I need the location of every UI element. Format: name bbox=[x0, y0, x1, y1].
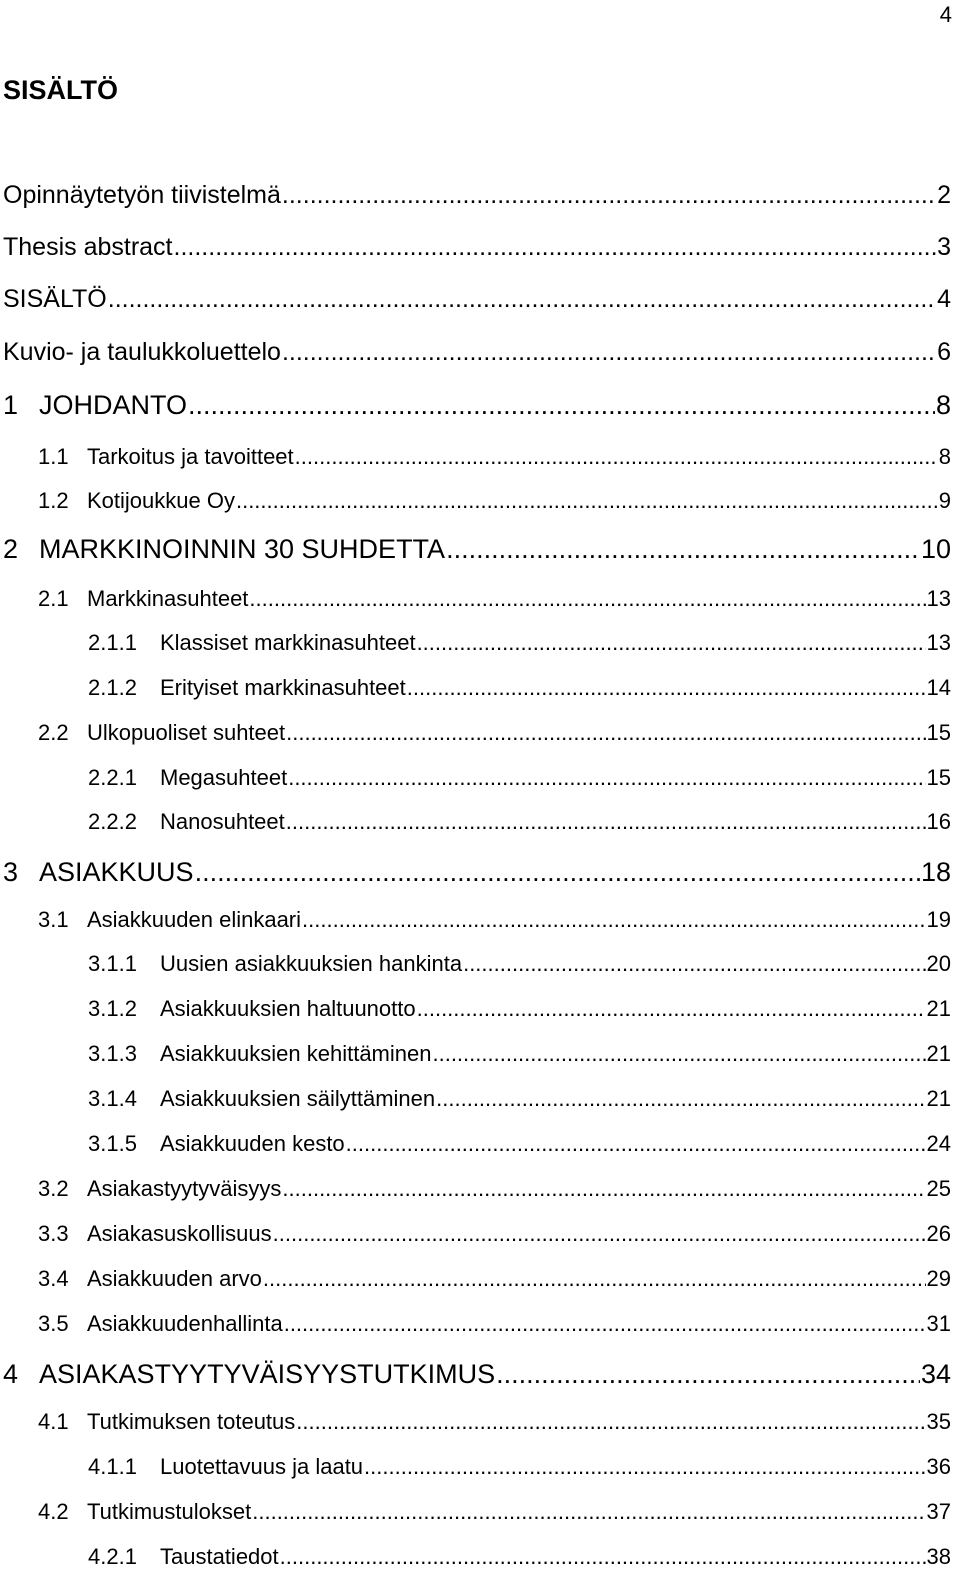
page-title: SISÄLTÖ bbox=[3, 75, 119, 105]
toc-entry-number: 3.3 bbox=[38, 1221, 69, 1246]
toc-entry-number: 3.5 bbox=[38, 1311, 69, 1336]
toc-entry-title: Kotijoukkue Oy bbox=[87, 488, 235, 513]
toc-entry-title: Asiakastyytyväisyys bbox=[87, 1176, 282, 1201]
toc-entry-number: 3.1.2 bbox=[88, 996, 137, 1021]
toc-entry-title: Erityiset markkinasuhteet bbox=[160, 675, 406, 700]
toc-entry[interactable] bbox=[38, 1268, 951, 1290]
toc-entry[interactable] bbox=[3, 1361, 951, 1388]
toc-entry-title: Tutkimuksen toteutus bbox=[87, 1409, 296, 1434]
toc-entry-number: 2.1.2 bbox=[88, 675, 137, 700]
toc-entry-page: 13 bbox=[926, 630, 951, 655]
toc-entry-title: Nanosuhteet bbox=[160, 809, 285, 834]
toc-entry-number: 1 bbox=[3, 390, 19, 420]
toc-entry-title: SISÄLTÖ bbox=[3, 285, 107, 313]
toc-entry-number: 3.2 bbox=[38, 1176, 69, 1201]
toc-entry-title: Opinnäytetyön tiivistelmä bbox=[3, 181, 281, 209]
toc-entry-page: 8 bbox=[935, 390, 951, 420]
toc-entry[interactable] bbox=[88, 1546, 951, 1568]
toc-dot-leader bbox=[282, 183, 936, 208]
toc-entry-page: 6 bbox=[937, 338, 951, 366]
toc-entry-title: ASIAKASTYYTYVÄISYYSTUTKIMUS bbox=[39, 1359, 496, 1389]
toc-entry-number: 1.2 bbox=[38, 488, 69, 513]
toc-entry[interactable] bbox=[3, 287, 951, 312]
toc-entry-page: 8 bbox=[938, 444, 951, 469]
toc-entry-page: 10 bbox=[920, 534, 951, 564]
toc-entry[interactable] bbox=[38, 446, 951, 468]
toc-dot-leader bbox=[263, 1268, 926, 1290]
toc-entry-title: Kuvio- ja taulukkoluettelo bbox=[3, 338, 281, 366]
toc-entry-title: Markkinasuhteet bbox=[87, 586, 249, 611]
toc-entry-page: 36 bbox=[926, 1454, 951, 1479]
toc-entry-title: Taustatiedot bbox=[160, 1544, 279, 1569]
toc-entry-number: 4 bbox=[3, 1359, 19, 1389]
toc-entry-page: 9 bbox=[938, 488, 951, 513]
toc-entry-number: 2.2.1 bbox=[88, 765, 137, 790]
toc-entry[interactable] bbox=[88, 1133, 951, 1155]
toc-entry-title: Asiakkuuden kesto bbox=[160, 1131, 345, 1156]
toc-entry-title: Ulkopuoliset suhteet bbox=[87, 720, 286, 745]
toc-entry-page: 24 bbox=[926, 1131, 951, 1156]
toc-entry-title: Asiakkuuden elinkaari bbox=[87, 907, 302, 932]
toc-entry-title: MARKKINOINNIN 30 SUHDETTA bbox=[39, 534, 446, 564]
toc-dot-leader bbox=[273, 1223, 926, 1245]
toc-entry-number: 2.1.1 bbox=[88, 630, 137, 655]
toc-entry-page: 35 bbox=[926, 1409, 951, 1434]
toc-entry[interactable] bbox=[38, 722, 951, 744]
toc-entry-page: 13 bbox=[926, 586, 951, 611]
toc-dot-leader bbox=[407, 677, 926, 699]
toc-entry-page: 4 bbox=[937, 285, 951, 313]
toc-entry[interactable] bbox=[3, 392, 951, 419]
toc-entry-number: 3.1.4 bbox=[88, 1086, 137, 1111]
toc-entry-page: 21 bbox=[926, 1041, 951, 1066]
toc-dot-leader bbox=[236, 490, 938, 512]
toc-entry-number: 3.1.3 bbox=[88, 1041, 137, 1066]
toc-entry[interactable] bbox=[38, 1223, 951, 1245]
toc-entry[interactable] bbox=[3, 183, 951, 208]
toc-dot-leader bbox=[195, 859, 920, 886]
toc-entry-page: 15 bbox=[926, 720, 951, 745]
toc-entry-page: 3 bbox=[937, 233, 951, 261]
toc-entry[interactable] bbox=[88, 953, 951, 975]
toc-entry-title: Uusien asiakkuuksien hankinta bbox=[160, 951, 463, 976]
toc-entry-page: 26 bbox=[926, 1221, 951, 1246]
toc-entry-title: Asiakkuuksien säilyttäminen bbox=[160, 1086, 436, 1111]
toc-entry[interactable] bbox=[88, 1088, 951, 1110]
toc-entry[interactable] bbox=[3, 536, 951, 563]
toc-entry[interactable] bbox=[3, 340, 951, 365]
toc-dot-leader bbox=[282, 340, 936, 365]
toc-entry-title: Asiakkuuden arvo bbox=[87, 1266, 262, 1291]
toc-dot-leader bbox=[432, 1043, 925, 1065]
toc-entry-number: 3.4 bbox=[38, 1266, 69, 1291]
toc-entry-title: Asiakkuudenhallinta bbox=[87, 1311, 283, 1336]
toc-entry-number: 2.2.2 bbox=[88, 809, 137, 834]
toc-entry-page: 16 bbox=[926, 809, 951, 834]
toc-entry-title: JOHDANTO bbox=[39, 390, 188, 420]
toc-entry-page: 31 bbox=[926, 1311, 951, 1336]
toc-entry-number: 3 bbox=[3, 857, 19, 887]
toc-entry[interactable] bbox=[88, 1456, 951, 1478]
toc-entry-number: 3.1.5 bbox=[88, 1131, 137, 1156]
toc-entry-title: Megasuhteet bbox=[160, 765, 288, 790]
toc-entry-number: 4.2 bbox=[38, 1499, 69, 1524]
toc-dot-leader bbox=[296, 1411, 925, 1433]
toc-entry[interactable] bbox=[38, 490, 951, 512]
toc-dot-leader bbox=[108, 287, 936, 312]
toc-entry[interactable] bbox=[38, 1178, 951, 1200]
toc-entry-page: 37 bbox=[926, 1499, 951, 1524]
toc-entry-title: ASIAKKUUS bbox=[39, 857, 194, 887]
toc-entry-title: Asiakkuuksien kehittäminen bbox=[160, 1041, 432, 1066]
toc-entry-title: Tarkoitus ja tavoitteet bbox=[87, 444, 294, 469]
toc-entry[interactable] bbox=[38, 588, 951, 610]
toc-dot-leader bbox=[280, 1546, 926, 1568]
toc-dot-leader bbox=[346, 1133, 926, 1155]
toc-entry-number: 2.1 bbox=[38, 586, 69, 611]
toc-dot-leader bbox=[364, 1456, 925, 1478]
toc-entry-page: 20 bbox=[926, 951, 951, 976]
toc-entry-page: 21 bbox=[926, 996, 951, 1021]
toc-entry-number: 1.1 bbox=[38, 444, 69, 469]
toc-entry-page: 15 bbox=[926, 765, 951, 790]
toc-dot-leader bbox=[295, 446, 938, 468]
toc-entry[interactable] bbox=[3, 235, 951, 260]
toc-dot-leader bbox=[249, 588, 925, 610]
toc-entry-title: Asiakkuuksien haltuunotto bbox=[160, 996, 416, 1021]
toc-entry-number: 4.1.1 bbox=[88, 1454, 137, 1479]
toc-dot-leader bbox=[446, 536, 920, 563]
toc-entry[interactable] bbox=[88, 811, 951, 833]
toc-entry[interactable] bbox=[88, 998, 951, 1020]
toc-entry[interactable] bbox=[38, 1501, 951, 1523]
toc-entry-number: 3.1 bbox=[38, 907, 69, 932]
toc-dot-leader bbox=[302, 909, 925, 931]
toc-entry[interactable] bbox=[88, 632, 951, 654]
toc-entry-page: 19 bbox=[926, 907, 951, 932]
toc-entry-number: 3.1.1 bbox=[88, 951, 137, 976]
toc-dot-leader bbox=[286, 811, 926, 833]
toc-entry-title: Thesis abstract bbox=[3, 233, 173, 261]
toc-dot-leader bbox=[282, 1178, 925, 1200]
toc-entry-number: 4.1 bbox=[38, 1409, 69, 1434]
page-number: 4 bbox=[939, 2, 952, 27]
toc-entry-page: 2 bbox=[937, 181, 951, 209]
toc-dot-leader bbox=[496, 1361, 920, 1388]
toc-dot-leader bbox=[188, 392, 935, 419]
toc-dot-leader bbox=[463, 953, 925, 975]
toc-entry-page: 34 bbox=[920, 1359, 951, 1389]
toc-dot-leader bbox=[174, 235, 937, 260]
toc-entry[interactable] bbox=[88, 767, 951, 789]
toc-entry-title: Luotettavuus ja laatu bbox=[160, 1454, 364, 1479]
toc-dot-leader bbox=[417, 632, 926, 654]
toc-entry-title: Klassiset markkinasuhteet bbox=[160, 630, 416, 655]
toc-dot-leader bbox=[288, 767, 925, 789]
toc-dot-leader bbox=[252, 1501, 925, 1523]
toc-entry-page: 38 bbox=[926, 1544, 951, 1569]
toc-dot-leader bbox=[417, 998, 926, 1020]
toc-entry-title: Tutkimustulokset bbox=[87, 1499, 252, 1524]
toc-entry[interactable] bbox=[38, 909, 951, 931]
toc-entry-title: Asiakasuskollisuus bbox=[87, 1221, 272, 1246]
toc-dot-leader bbox=[284, 1313, 926, 1335]
toc-dot-leader bbox=[436, 1088, 925, 1110]
toc-entry-page: 21 bbox=[926, 1086, 951, 1111]
toc-entry[interactable] bbox=[38, 1313, 951, 1335]
toc-dot-leader bbox=[286, 722, 925, 744]
toc-entry[interactable] bbox=[88, 1043, 951, 1065]
toc-entry[interactable] bbox=[88, 677, 951, 699]
toc-entry-page: 14 bbox=[926, 675, 951, 700]
toc-entry-page: 18 bbox=[920, 857, 951, 887]
toc-entry-number: 2.2 bbox=[38, 720, 69, 745]
toc-entry-number: 4.2.1 bbox=[88, 1544, 137, 1569]
toc-entry-page: 25 bbox=[926, 1176, 951, 1201]
toc-entry-number: 2 bbox=[3, 534, 19, 564]
toc-entry[interactable] bbox=[38, 1411, 951, 1433]
toc-entry[interactable] bbox=[3, 859, 951, 886]
toc-entry-page: 29 bbox=[926, 1266, 951, 1291]
